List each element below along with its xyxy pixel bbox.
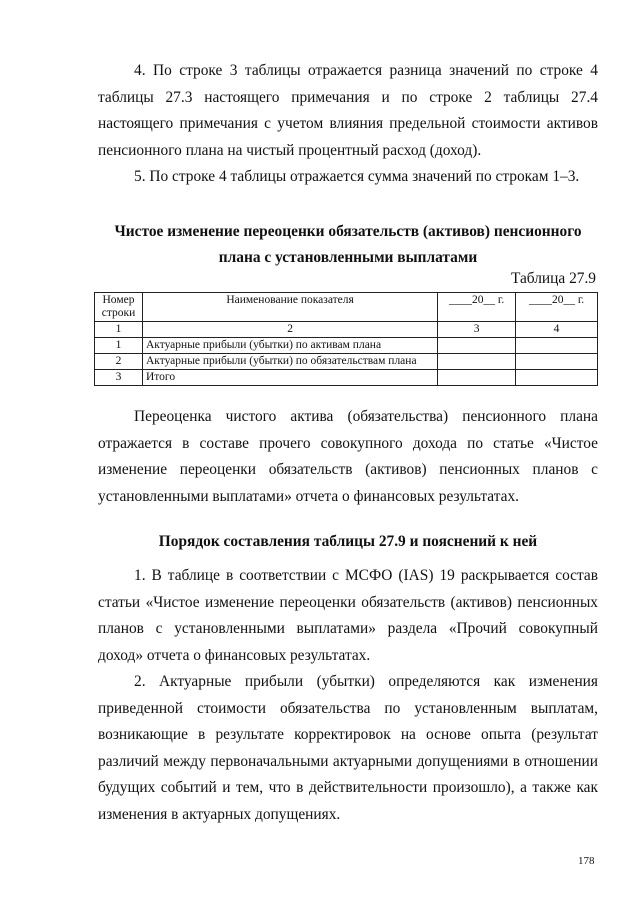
table-caption: Таблица 27.9 [510,270,596,287]
row-value [438,338,516,354]
row-number: 2 [95,354,143,370]
row-value [516,354,598,370]
table-row [95,354,598,370]
table-row [95,370,598,386]
numbering-cell: 3 [438,322,516,338]
data-table [94,292,598,386]
header-indicator-name: Наименование показателя [142,293,437,322]
numbering-cell: 1 [95,322,143,338]
row-number: 3 [95,370,143,386]
section2-title: Порядок составления таблицы 27.9 и пояснений к ней [158,533,538,550]
row-value [438,354,516,370]
row-value [516,370,598,386]
paragraph-5: 5. По строке 4 таблицы отражается сумма значений по строкам 1–3. [134,168,580,185]
page-number: 178 [578,855,595,867]
table-numbering-row [95,322,598,338]
section-title-line1: Чистое изменение переоценки обязательств (активов) пенсионного [114,223,582,240]
table-header-row [95,293,598,322]
row-value [516,338,598,354]
paragraph-4: 4. По строке 3 таблицы отражается разница значений по строке 4 таблицы 27.3 настоящего примечания и по строке 2 таблицы 27.4 настоящего примечания с учетом влияния предельной стоимости активов пенсионного плана на чистый процентный расход (доход). [98,62,598,159]
header-year-1: ____20__ г. [438,293,516,322]
section-title-line2: плана с установленными выплатами [218,249,478,266]
row-label: Итого [142,370,437,386]
numbering-cell: 2 [142,322,437,338]
numbering-cell: 4 [516,322,598,338]
row-number: 1 [95,338,143,354]
paragraph-1: 1. В таблице в соответствии с МСФО (IAS) 19 раскрывается состав статьи «Чистое изменение переоценки обязательств (активов) пенсионных планов с установленными выплатами» раздела «Прочий совокупный доход» отчета о финансовых результатах. [98,567,598,664]
row-label: Актуарные прибыли (убытки) по обязательствам плана [142,354,437,370]
header-row-number: Номер строки [95,293,143,322]
header-year-2: ____20__ г. [516,293,598,322]
row-label: Актуарные прибыли (убытки) по активам плана [142,338,437,354]
paragraph-2: 2. Актуарные прибыли (убытки) определяются как изменения приведенной стоимости обязательства по установленным выплатам, возникающие в результате корректировок на основе опыта (результат различий между первоначальными актуарными допущениями в отношении будущих событий и тем, что в действительности произошло), а также как изменения в актуарных допущениях. [98,673,598,823]
row-value [438,370,516,386]
table-row [95,338,598,354]
paragraph-revaluation: Переоценка чистого актива (обязательства) пенсионного плана отражается в составе прочего совокупного дохода по статье «Чистое изменение переоценки обязательств (активов) пенсионных планов с установленными выплатами» отчета о финансовых результатах. [98,408,598,505]
